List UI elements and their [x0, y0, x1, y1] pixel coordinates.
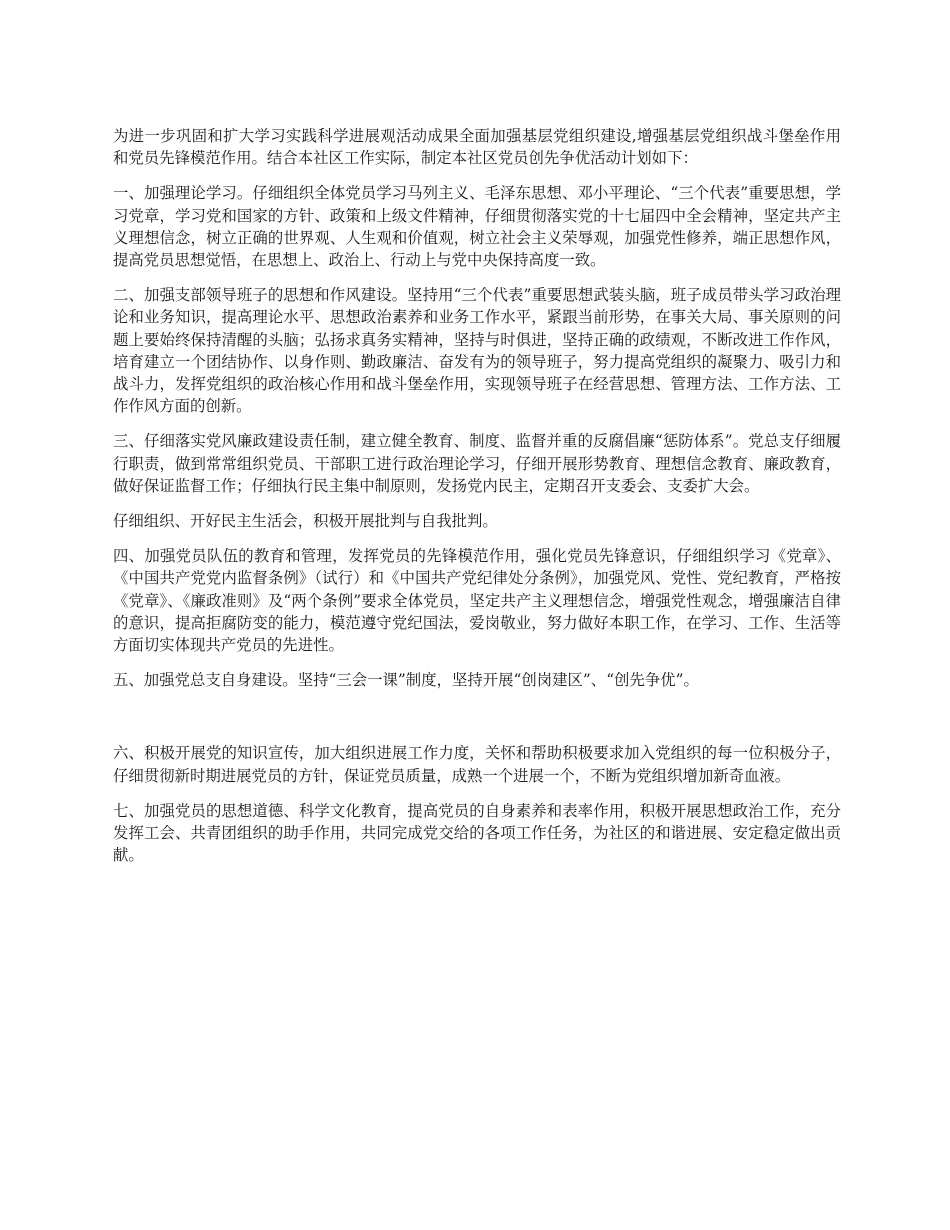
intro-paragraph: 为进一步巩固和扩大学习实践科学进展观活动成果全面加强基层党组织建设,增强基层党组织战斗堡垒作用和党员先锋模范作用。结合本社区工作实际，制定本社区党员创先争优活动计划如下： — [113, 127, 841, 168]
section-3-democratic-life: 仔细组织、开好民主生活会，积极开展批判与自我批判。 — [113, 512, 498, 531]
blank-spacer — [113, 704, 841, 742]
section-6-knowledge-promotion: 六、积极开展党的知识宣传，加大组织进展工作力度，关怀和帮助积极要求加入党组织的每一位积极分子，仔细贯彻新时期进展党员的方针，保证党员质量，成熟一个进展一个，不断为党组织增加新奇血液。 — [113, 744, 841, 785]
section-7-moral-education: 七、加强党员的思想道德、科学文化教育，提高党员的自身素养和表率作用，积极开展思想政治工作，充分发挥工会、共青团组织的助手作用，共同完成党交给的各项工作任务，为社区的和谐进展、安定稳定做出贡献。 — [113, 801, 841, 865]
section-2-leadership-building: 二、加强支部领导班子的思想和作风建设。坚持用“三个代表”重要思想武装头脑，班子成员带头学习政治理论和业务知识，提高理论水平、思想政治素养和业务工作水平，紧跟当前形势，在事关大局、事关原则的问题上要始终保持清醒的头脑；弘扬求真务实精神，坚持与时俱进，坚持正确的政绩观，不断改进工作作风，培育建立一个团结协作、以身作则、勤政廉洁、奋发有为的领导班子，努力提高党组织的凝聚力、吸引力和战斗力，发挥党组织的政治核心作用和战斗堡垒作用，实现领导班子在经营思想、管理方法、工作方法、工作作风方面的创新。 — [113, 286, 841, 416]
section-4-member-education: 四、加强党员队伍的教育和管理，发挥党员的先锋模范作用，强化党员先锋意识，仔细组织学习《党章》、《中国共产党党内监督条例》（试行）和《中国共产党纪律处分条例》，加强党风、党性、党纪教育，严格按《党章》、《廉政准则》及“两个条例”要求全体党员，坚定共产主义理想信念，增强党性观念，增强廉洁自律的意识，提高拒腐防变的能力，模范遵守党纪国法，爱岗敬业，努力做好本职工作，在学习、工作、生活等方面切实体现共产党员的先进性。 — [113, 547, 841, 655]
section-5-branch-building: 五、加强党总支自身建设。坚持“三会一课”制度，坚持开展“创岗建区”、“创先争优”。 — [113, 671, 699, 690]
section-1-theory-study: 一、加强理论学习。仔细组织全体党员学习马列主义、毛泽东思想、邓小平理论、“三个代表”重要思想，学习党章，学习党和国家的方针、政策和上级文件精神，仔细贯彻落实党的十七届四中全会精神，坚定共产主义理想信念，树立正确的世界观、人生观和价值观，树立社会主义荣辱观，加强党性修养，端正思想作风，提高党员思想觉悟，在思想上、政治上、行动上与党中央保持高度一致。 — [113, 184, 841, 270]
document-body — [113, 125, 841, 879]
section-3-integrity-system: 三、仔细落实党风廉政建设责任制，建立健全教育、制度、监督并重的反腐倡廉“惩防体系”。党总支仔细履行职责，做到常常组织党员、干部职工进行政治理论学习，仔细开展形势教育、理想信念教育、廉政教育，做好保证监督工作；仔细执行民主集中制原则，发扬党内民主，定期召开支委会、支委扩大会。 — [113, 432, 841, 495]
